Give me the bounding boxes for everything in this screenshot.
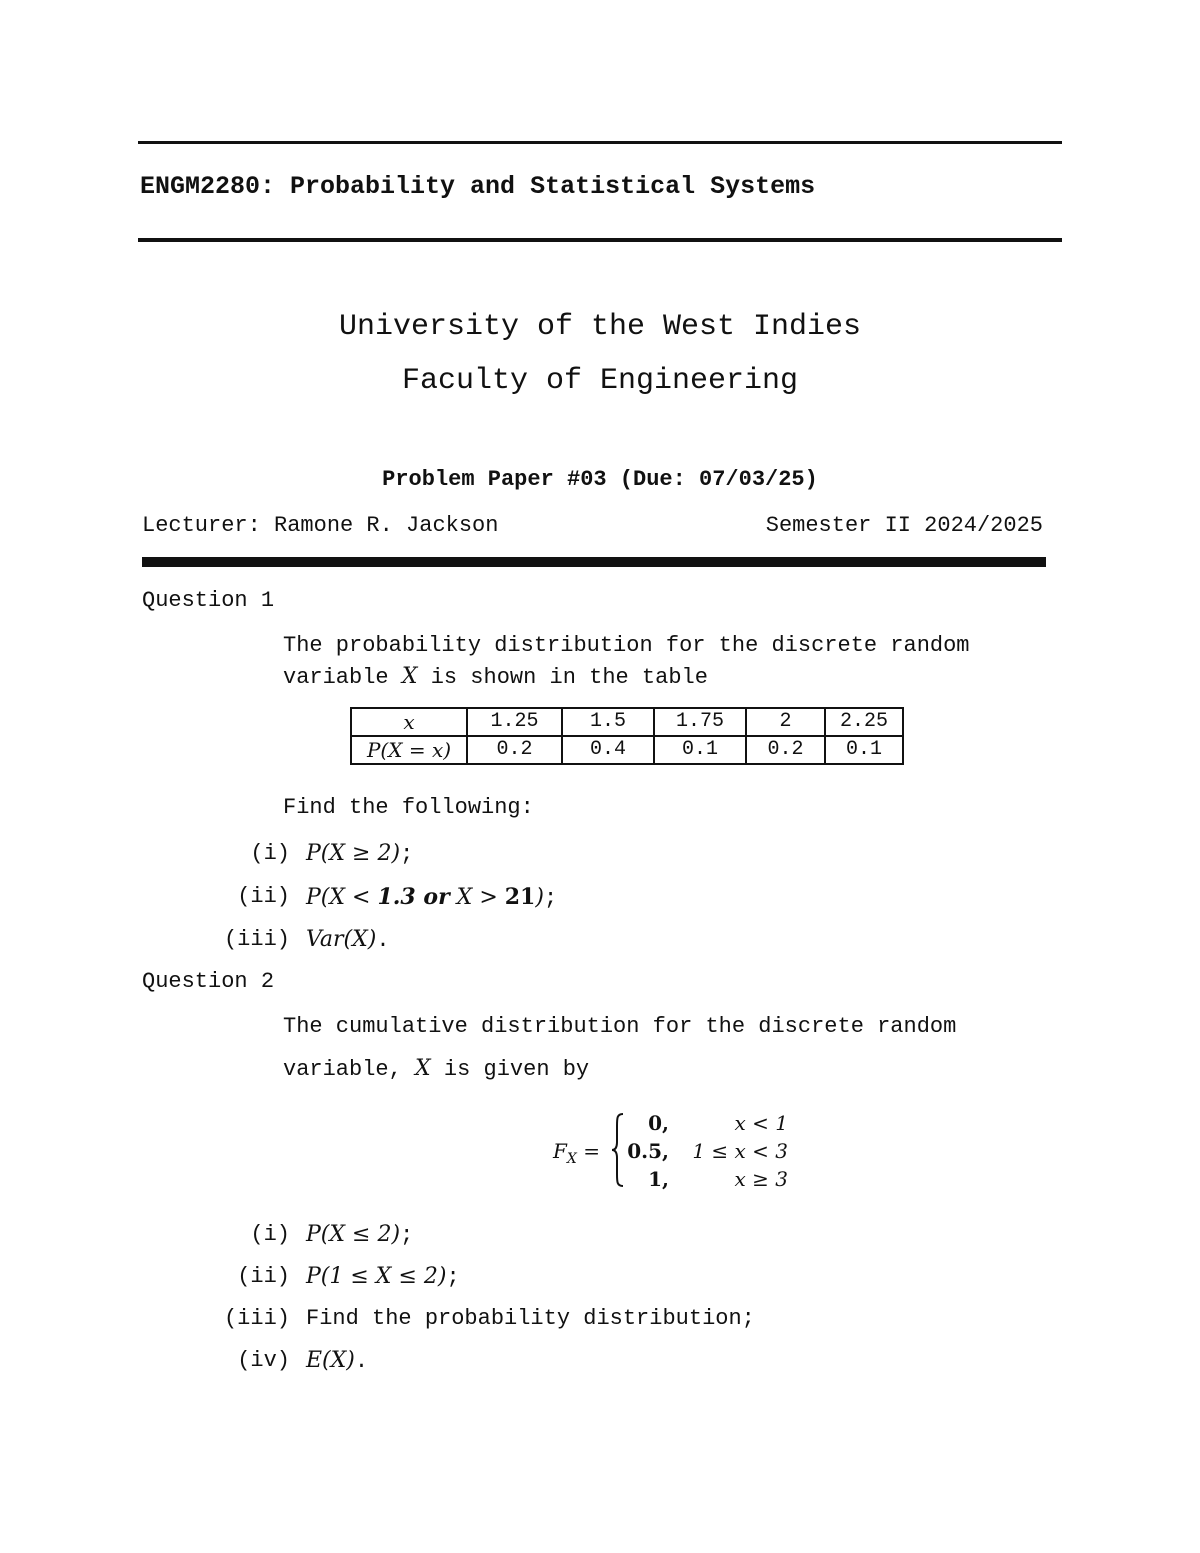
part-text: E(X). [306,1348,369,1374]
q2-part-iii [140,1306,1040,1336]
table-cell-p: 0.4 [562,736,654,764]
q2-intro-line-1: The cumulative distribution for the discrete random [283,1014,957,1039]
table-row-p [351,736,903,764]
question-2-heading: Question 2 [142,969,275,994]
q2-intro-line-2: variable, X is given by [283,1056,590,1082]
cdf-condition: x ≥ 3 [734,1167,788,1191]
cdf-condition: x < 1 [734,1111,788,1135]
part-text: P(X ≥ 2); [306,841,414,867]
q1-part-iii [140,927,1040,957]
part-label: (iii) [223,927,290,952]
part-text: P(X ≤ 2); [306,1222,414,1248]
cdf-value: 0.5, [627,1139,669,1163]
university-name: University of the West Indies [338,310,862,344]
part-text: P(X < 1.3 or X > 21); [306,884,558,911]
table-cell-p: 0.1 [825,736,903,764]
q1-instruction: Find the following: [283,795,534,820]
part-label: (i) [250,1222,290,1247]
cdf-equation [553,1110,813,1190]
table-cell-x: 1.25 [467,708,562,736]
q2-part-ii [140,1264,1040,1294]
part-text: Var(X). [306,927,390,953]
top-rule [138,141,1062,144]
cdf-lhs: $F_X$ = [553,1139,600,1167]
part-label: (iv) [237,1348,290,1373]
part-text: Find the probability distribution; [306,1306,755,1331]
q1-part-i [140,841,1040,871]
table-header-p: P(X = x) [351,736,467,764]
cdf-value: 0, [648,1111,669,1135]
part-label: (ii) [237,884,290,909]
lecturer-name: Lecturer: Ramone R. Jackson [142,513,499,538]
semester-label: Semester II 2024/2025 [765,513,1043,538]
part-label: (i) [250,841,290,866]
header-divider [142,557,1046,567]
part-text: P(1 ≤ X ≤ 2); [306,1264,460,1290]
q1-part-ii [140,884,1040,914]
cdf-value: 1, [648,1167,669,1191]
cdf-condition: 1 ≤ x < 3 [692,1139,788,1163]
paper-title: Problem Paper #03 (Due: 07/03/25) [382,467,818,492]
table-cell-p: 0.2 [746,736,825,764]
course-rule [138,238,1062,242]
question-1-heading: Question 1 [142,588,275,613]
q2-part-i [140,1222,1040,1252]
table-header-x: x [351,708,467,736]
table-row-x [351,708,903,736]
faculty-name: Faculty of Engineering [401,364,799,398]
distribution-table [350,707,904,765]
table-cell-p: 0.1 [654,736,746,764]
q2-part-iv [140,1348,1040,1378]
table-cell-x: 1.5 [562,708,654,736]
table-cell-x: 2 [746,708,825,736]
table-cell-x: 2.25 [825,708,903,736]
q1-intro-line-2: variable X is shown in the table [283,664,708,690]
table-cell-x: 1.75 [654,708,746,736]
course-title: ENGM2280: Probability and Statistical Systems [140,172,816,201]
part-label: (ii) [237,1264,290,1289]
q1-intro-line-1: The probability distribution for the discrete random [283,633,970,658]
part-label: (iii) [223,1306,290,1331]
table-cell-p: 0.2 [467,736,562,764]
